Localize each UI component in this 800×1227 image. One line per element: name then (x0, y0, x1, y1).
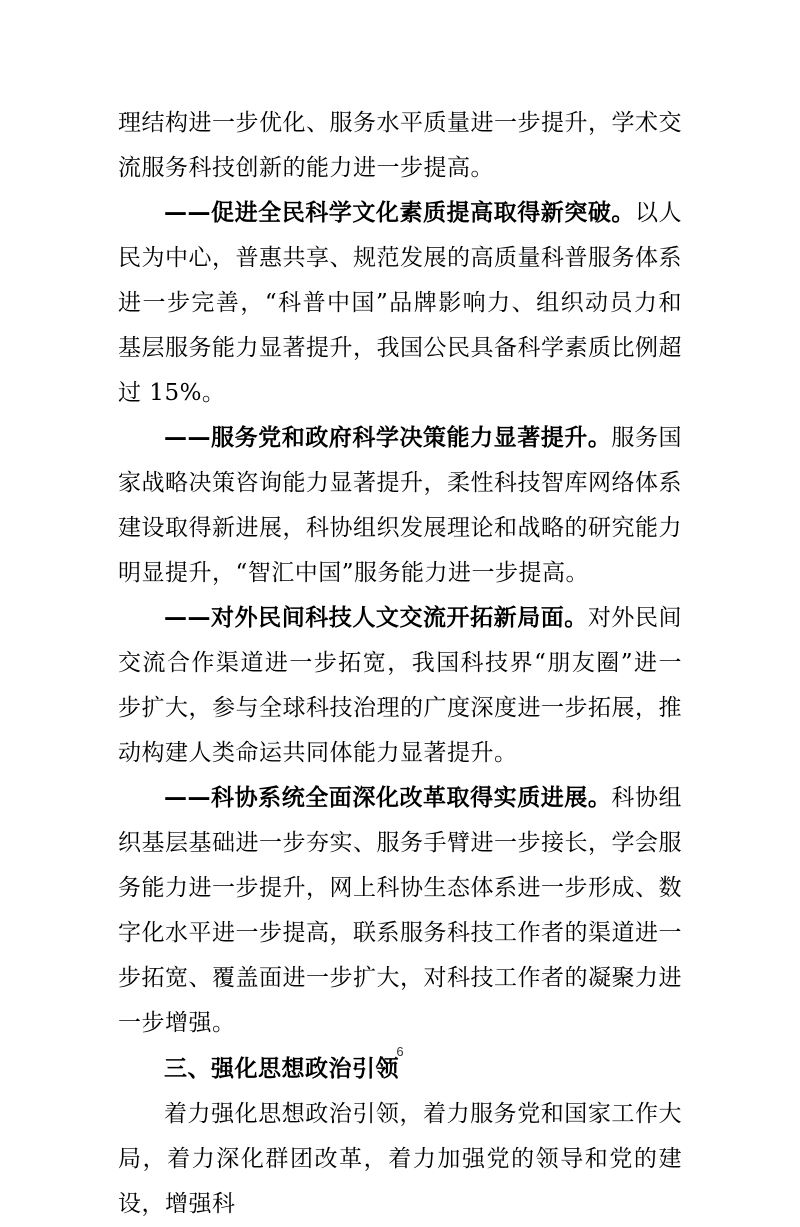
paragraph-international-exchange (118, 596, 682, 776)
paragraph-lead: ——促进全民科学文化素质提高取得新突破。 (164, 200, 635, 226)
paragraph-body: 理结构进一步优化、服务水平质量进一步提升，学术交流服务科技创新的能力进一步提高。 (118, 110, 682, 181)
paragraph-lead: ——服务党和政府科学决策能力显著提升。 (164, 425, 612, 451)
paragraph-body: 对外民间交流合作渠道进一步拓宽，我国科技界“朋友圈”进一步扩大，参与全球科技治理的广度深度进一步拓展，推动构建人类命运共同体能力显著提升。 (118, 605, 683, 766)
paragraph-science-literacy (118, 191, 682, 416)
paragraph-continuation (118, 101, 682, 191)
paragraph-body: 科协组织基层基础进一步夯实、服务手臂进一步接长，学会服务能力进一步提升，网上科协生态体系进一步形成、数字化水平进一步提高，联系服务科技工作者的渠道进一步拓宽、覆盖面进一步扩大，对科技工作者的凝聚力进一步增强。 (118, 785, 683, 1036)
page-number: 6 (396, 1044, 404, 1059)
paragraph-closing: 着力强化思想政治引领，着力服务党和国家工作大局，着力深化群团改革，着力加强党的领导和党的建设，增强科 (118, 1101, 682, 1217)
paragraph-body: 以人民为中心，普惠共享、规范发展的高质量科普服务体系进一步完善，“科普中国”品牌影响力、组织动员力和基层服务能力显著提升，我国公民具备科学素质比例超过 15%。 (118, 200, 683, 406)
paragraph-lead: ——对外民间科技人文交流开拓新局面。 (164, 605, 588, 631)
paragraph-lead: ——科协系统全面深化改革取得实质进展。 (164, 785, 612, 811)
paragraph-decision-support (118, 416, 682, 596)
section-heading: 三、强化思想政治引领 (164, 1056, 399, 1082)
paragraph-reform (118, 776, 682, 1046)
paragraph-body: 服务国家战略决策咨询能力显著提升，柔性科技智库网络体系建设取得新进展，科协组织发展理论和战略的研究能力明显提升，“智汇中国”服务能力进一步提高。 (118, 425, 683, 586)
